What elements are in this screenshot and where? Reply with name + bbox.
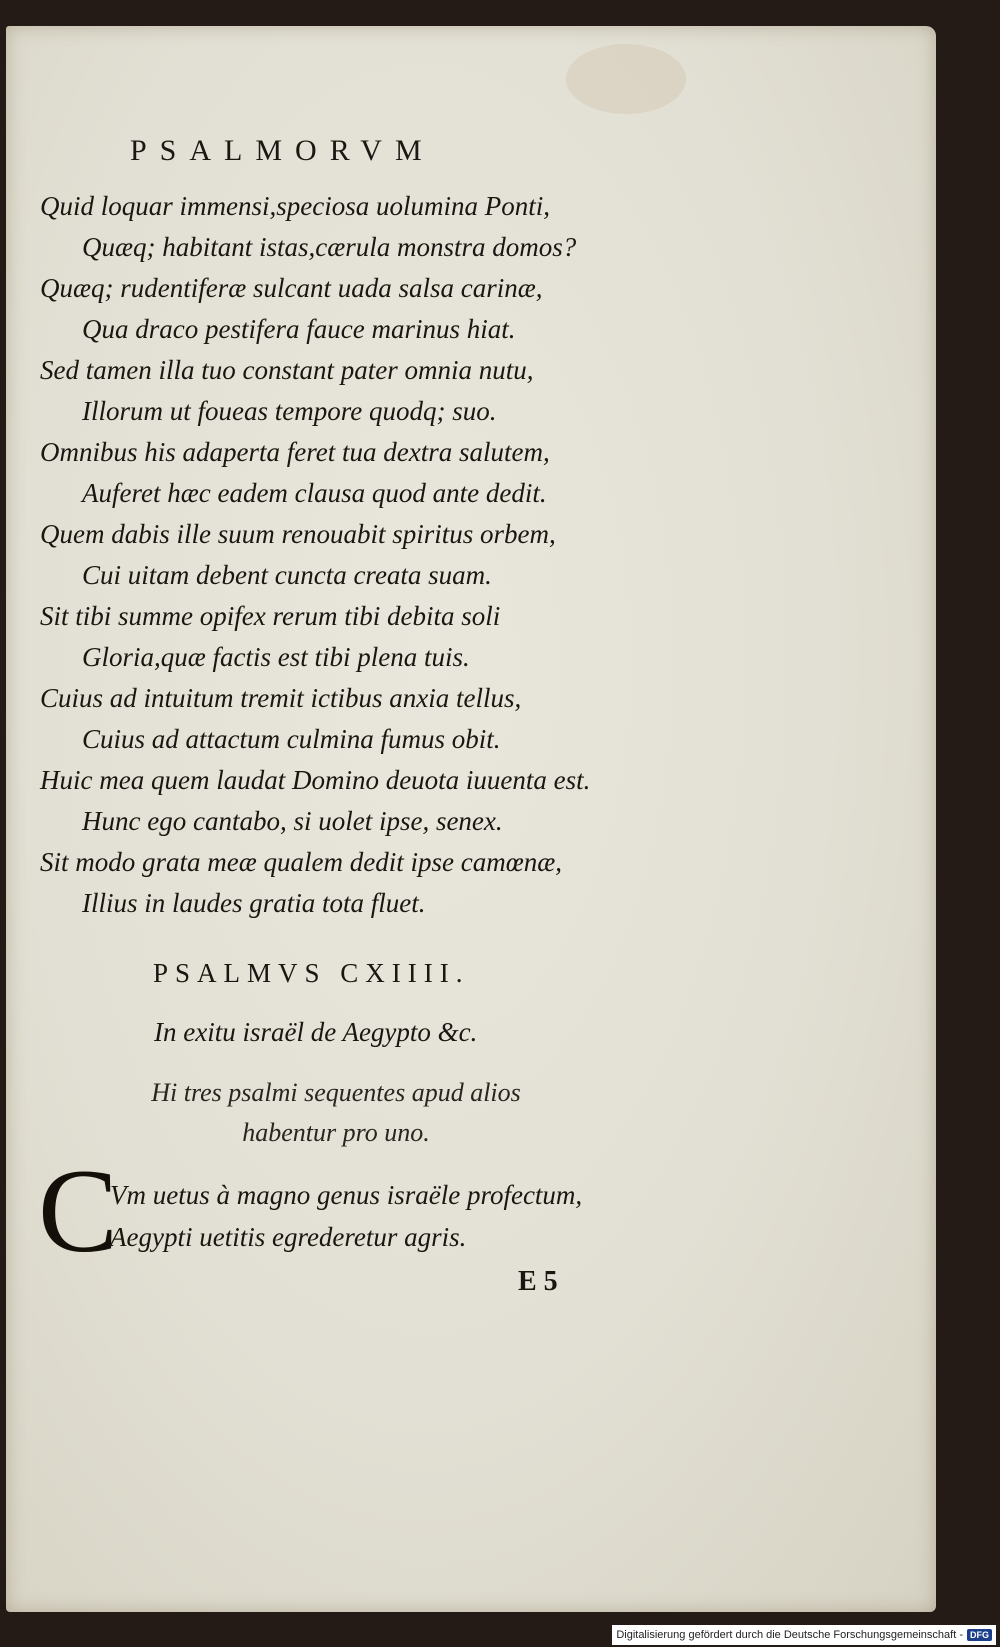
psalm-note-line: habentur pro uno.: [242, 1118, 430, 1147]
verse-line: Huic mea quem laudat Domino deuota iuuenta est.: [40, 765, 591, 795]
verse-line: Illius in laudes gratia tota fluet.: [82, 888, 426, 918]
drop-initial: C: [38, 1144, 119, 1277]
verse-line: Gloria,quæ factis est tibi plena tuis.: [82, 642, 470, 672]
verse-line: Omnibus his adaperta feret tua dextra salutem,: [40, 437, 550, 467]
verse-line: Sit modo grata meæ qualem dedit ipse camœnæ,: [40, 847, 562, 877]
verse-line: Cuius ad attactum culmina fumus obit.: [82, 724, 501, 754]
verse-line: Quæq; rudentiferæ sulcant uada salsa carinæ,: [40, 273, 543, 303]
opening-line: Vm uetus à magno genus israële profectum,: [110, 1180, 583, 1210]
verse-line: Hunc ego cantabo, si uolet ipse, senex.: [82, 806, 503, 836]
psalm-incipit: In exitu israël de Aegypto &c.: [154, 1017, 478, 1047]
verse-line: Cui uitam debent cuncta creata suam.: [82, 560, 492, 590]
verse-line: Auferet hæc eadem clausa quod ante dedit.: [82, 478, 547, 508]
footer-credit: Digitalisierung gefördert durch die Deutsche Forschungsgemeinschaft -: [616, 1629, 963, 1641]
paper-page: [6, 26, 936, 1612]
verse-line: Qua draco pestifera fauce marinus hiat.: [82, 314, 516, 344]
verse-line: Sed tamen illa tuo constant pater omnia nutu,: [40, 355, 534, 385]
dfg-logo-icon: DFG: [967, 1629, 992, 1641]
verse-line: Illorum ut foueas tempore quodq; suo.: [82, 396, 497, 426]
psalm-note: [126, 1073, 546, 1153]
signature-mark: E 5: [518, 1266, 558, 1297]
running-head: PSALMORVM: [130, 134, 435, 167]
verse-line: Quem dabis ille suum renouabit spiritus orbem,: [40, 519, 556, 549]
paper-stain: [566, 44, 686, 114]
verse-block: [40, 186, 660, 924]
psalm-note-line: Hi tres psalmi sequentes apud alios: [151, 1078, 521, 1107]
psalm-title: PSALMVS CXIIII.: [153, 958, 470, 988]
opening-line: Aegypti uetitis egrederetur agris.: [110, 1222, 467, 1252]
verse-line: Quid loquar immensi,speciosa uolumina Ponti,: [40, 191, 550, 221]
psalm-opening: [110, 1174, 582, 1258]
verse-line: Cuius ad intuitum tremit ictibus anxia tellus,: [40, 683, 522, 713]
verse-line: Sit tibi summe opifex rerum tibi debita soli: [40, 601, 501, 631]
verse-line: Quæq; habitant istas,cærula monstra domos?: [82, 232, 577, 262]
digitization-footer: [612, 1625, 996, 1645]
